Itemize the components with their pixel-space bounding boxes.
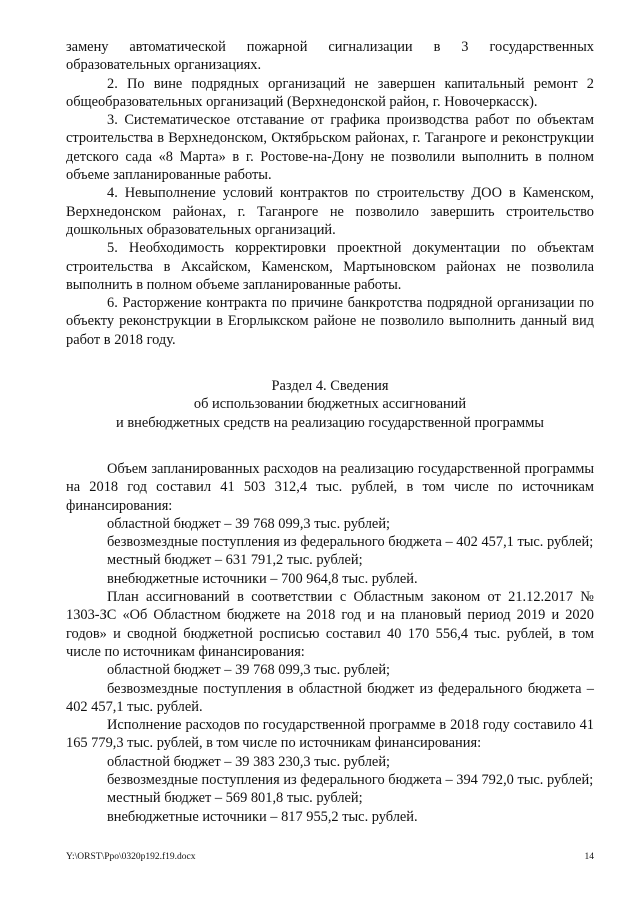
paragraph: безвозмездные поступления из федерального бюджета – 402 457,1 тыс. рублей; — [107, 534, 594, 551]
bottom-paragraphs — [66, 460, 594, 826]
page-footer — [66, 852, 594, 862]
paragraph: 5. Необходимость корректировки проектной документации по объектам строительства в Аксайском, Каменском, Мартыновском районах не позволила выполнить в полном объеме запланированные работы. — [66, 240, 594, 293]
paragraph: Объем запланированных расходов на реализацию государственной программы на 2018 год составил 41 503 312,4 тыс. рублей, в том числе по источникам финансирования: — [66, 460, 594, 514]
paragraph: План ассигнований в соответствии с Областным законом от 21.12.2017 № 1303-ЗС «Об Областном бюджете на 2018 год и на плановый период 2019 и 2020 годов» и сводной бюджетной росписью составил 40 170 556,4 тыс. рублей, в том числе по источникам финансирования: — [66, 589, 594, 660]
paragraph: внебюджетные источники – 700 964,8 тыс. рублей. — [107, 570, 418, 587]
page-number: 14 — [584, 852, 594, 862]
paragraph: безвозмездные поступления из федерального бюджета – 394 792,0 тыс. рублей; — [107, 771, 594, 788]
section-heading — [66, 377, 594, 432]
paragraph: Исполнение расходов по государственной программе в 2018 году составило 41 165 779,3 тыс. рублей, в том числе по источникам финансирования: — [66, 717, 594, 752]
paragraph: 4. Невыполнение условий контрактов по строительству ДОО в Каменском, Верхнедонском районах, г. Таганроге не позволило завершить строительство дошкольных образовательных организаций. — [66, 185, 594, 238]
paragraph: местный бюджет – 569 801,8 тыс. рублей; — [107, 790, 363, 807]
paragraph: областной бюджет – 39 768 099,3 тыс. рублей; — [107, 515, 391, 532]
paragraph: 2. По вине подрядных организаций не завершен капитальный ремонт 2 общеобразовательных организаций (Верхнедонской район, г. Новочеркасск). — [66, 75, 594, 110]
paragraph: местный бюджет – 631 791,2 тыс. рублей; — [107, 552, 363, 569]
section-subtitle-line-1: об использовании бюджетных ассигнований — [193, 396, 467, 413]
paragraph: внебюджетные источники – 817 955,2 тыс. рублей. — [107, 808, 418, 825]
paragraph: 3. Систематическое отставание от графика производства работ по объектам строительства в Верхнедонском, Октябрьском районах, г. Таганроге и реконструкции детского сада «8 Марта» в г. Ростове-на-Дону не позволили выполнить в полном объеме запланированные работы. — [66, 112, 594, 184]
footer-file-path: Y:\ORST\Ppo\0320p192.f19.docx — [66, 852, 196, 862]
section-subtitle-line-2: и внебюджетных средств на реализацию государственной программы — [116, 414, 544, 431]
paragraph: областной бюджет – 39 768 099,3 тыс. рублей; — [107, 662, 391, 679]
section-title: Раздел 4. Сведения — [271, 378, 389, 395]
paragraph: безвозмездные поступления в областной бюджет из федерального бюджета – 402 457,1 тыс. рублей. — [66, 680, 594, 715]
paragraph: 6. Расторжение контракта по причине банкротства подрядной организации по объекту реконструкции в Егорлыкском районе не позволило выполнить данный вид работ в 2018 году. — [66, 295, 594, 348]
paragraph: областной бюджет – 39 383 230,3 тыс. рублей; — [107, 753, 391, 770]
paragraph: замену автоматической пожарной сигнализации в 3 государственных образовательных организациях. — [66, 39, 594, 74]
top-paragraphs — [66, 38, 594, 349]
